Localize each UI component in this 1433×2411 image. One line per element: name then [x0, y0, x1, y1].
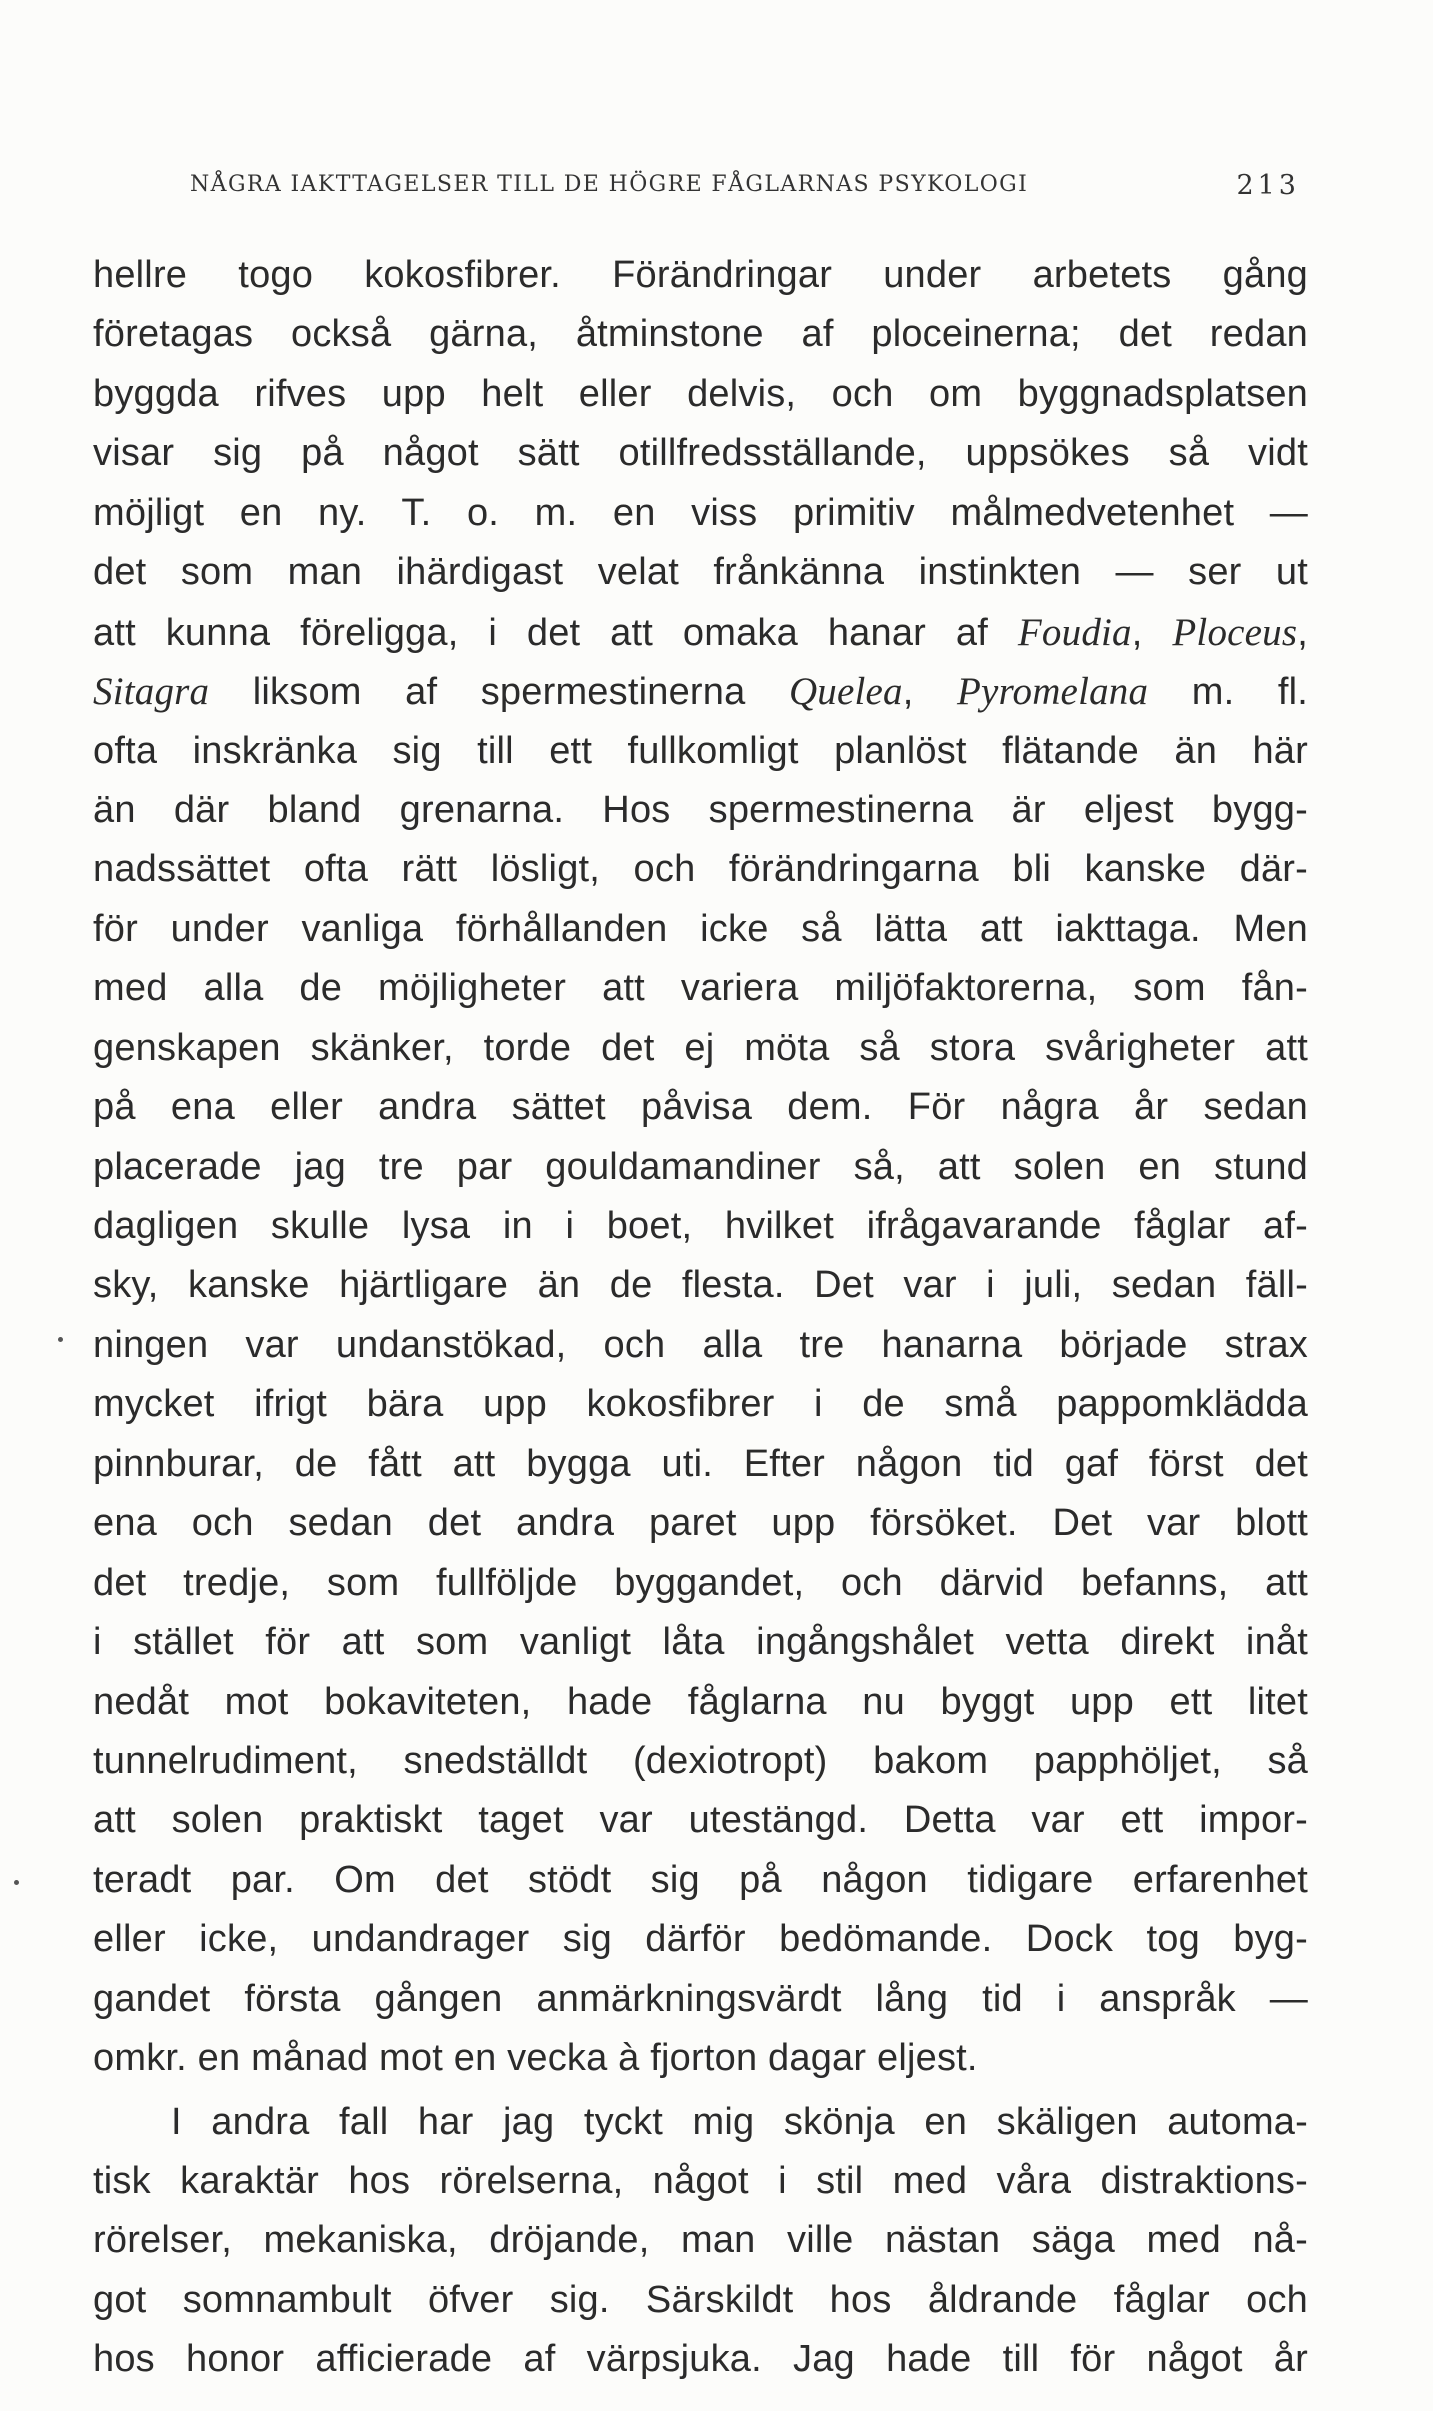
text-line: dagligen skulle lysa in i boet, hvilket ifrågavarande fåglar af-	[93, 1205, 1308, 1247]
running-head	[190, 172, 1300, 208]
genus-name: Foudia	[1017, 610, 1132, 654]
text-line: tunnelrudiment, snedställdt (dexiotropt) bakom papphöljet, så	[93, 1739, 1308, 1782]
genus-name: Quelea	[788, 670, 903, 714]
text-line-paragraph-start: I andra fall har jag tyckt mig skönja en skäligen automa-	[171, 2100, 1308, 2143]
text-line: eller icke, undandrager sig därför bedömande. Dock tog byg-	[93, 1918, 1308, 1961]
body-text	[93, 246, 1308, 2390]
text-line: på ena eller andra sättet påvisa dem. För några år sedan	[93, 1086, 1308, 1129]
text-line: rörelser, mekaniska, dröjande, man ville nästan säga med nå-	[93, 2219, 1308, 2262]
text-line: tisk karaktär hos rörelserna, något i stil med våra distraktions-	[93, 2160, 1308, 2202]
text-line: nedåt mot bokaviteten, hade fåglarna nu byggt upp ett litet	[93, 1680, 1308, 1723]
text-line: visar sig på något sätt otillfredsställande, uppsökes så vidt	[93, 432, 1308, 475]
text-line: nadssättet ofta rätt lösligt, och förändringarna bli kanske där-	[93, 848, 1308, 891]
text-line: got somnambult öfver sig. Särskildt hos åldrande fåglar och	[93, 2278, 1308, 2321]
text-line: pinnburar, de fått att bygga uti. Efter någon tid gaf först det	[93, 1442, 1308, 1485]
text-line: gandet första gången anmärkningsvärdt lång tid i anspråk —	[93, 1977, 1308, 2020]
text-line: i stället för att som vanligt låta ingångshålet vetta direkt inåt	[93, 1621, 1308, 1664]
text-line: att solen praktiskt taget var utestängd. Detta var ett impor-	[93, 1799, 1308, 1842]
text-line: hos honor afficierade af värpsjuka. Jag hade till för något år	[93, 2338, 1308, 2381]
text-line: möjligt en ny. T. o. m. en viss primitiv målmedvetenhet —	[93, 491, 1308, 534]
paper-speck	[58, 1337, 63, 1342]
text-line: än där bland grenarna. Hos spermestinerna är eljest bygg-	[93, 788, 1308, 831]
text-line-paragraph-end: omkr. en månad mot en vecka à fjorton dagar eljest.	[93, 2037, 978, 2080]
text-line: sky, kanske hjärtligare än de flesta. Det var i juli, sedan fäll-	[93, 1264, 1308, 1307]
text-line: hellre togo kokosfibrer. Förändringar under arbetets gång	[93, 254, 1308, 296]
text-line: med alla de möjligheter att variera miljöfaktorerna, som fån-	[93, 967, 1308, 1010]
text-line: placerade jag tre par gouldamandiner så, att solen en stund	[93, 1145, 1308, 1188]
text-line: byggda rifves upp helt eller delvis, och om byggnadsplatsen	[93, 372, 1308, 415]
text-line: genskapen skänker, torde det ej möta så stora svårigheter att	[93, 1026, 1308, 1069]
text-line: att kunna föreligga, i det att omaka hanar af Foudia, Ploceus,	[93, 610, 1309, 654]
text-line: det som man ihärdigast velat frånkänna instinkten — ser ut	[93, 551, 1308, 594]
paper-speck	[14, 1880, 19, 1885]
genus-name: Sitagra	[93, 670, 210, 714]
page-number: 213	[1236, 170, 1300, 201]
text-line: Sitagra liksom af spermestinerna Quelea, Pyromelana m. fl.	[93, 670, 1308, 714]
text-line: ningen var undanstökad, och alla tre hanarna började strax	[93, 1323, 1308, 1366]
text-line: för under vanliga förhållanden icke så lätta att iakttaga. Men	[93, 907, 1308, 950]
text-line: ofta inskränka sig till ett fullkomligt planlöst flätande än här	[93, 729, 1308, 772]
genus-name: Pyromelana	[957, 670, 1149, 714]
genus-name: Ploceus	[1172, 610, 1298, 654]
text-line: det tredje, som fullföljde byggandet, och därvid befanns, att	[93, 1561, 1308, 1604]
text-line: teradt par. Om det stödt sig på någon tidigare erfarenhet	[93, 1858, 1308, 1901]
running-head-title: NÅGRA IAKTTAGELSER TILL DE HÖGRE FÅGLARNAS PSYKOLOGI	[190, 172, 1029, 197]
text-line: företagas också gärna, åtminstone af ploceinerna; det redan	[93, 313, 1308, 356]
text-line: mycket ifrigt bära upp kokosfibrer i de små pappomklädda	[93, 1383, 1308, 1426]
text-line: ena och sedan det andra paret upp försöket. Det var blott	[93, 1502, 1308, 1545]
